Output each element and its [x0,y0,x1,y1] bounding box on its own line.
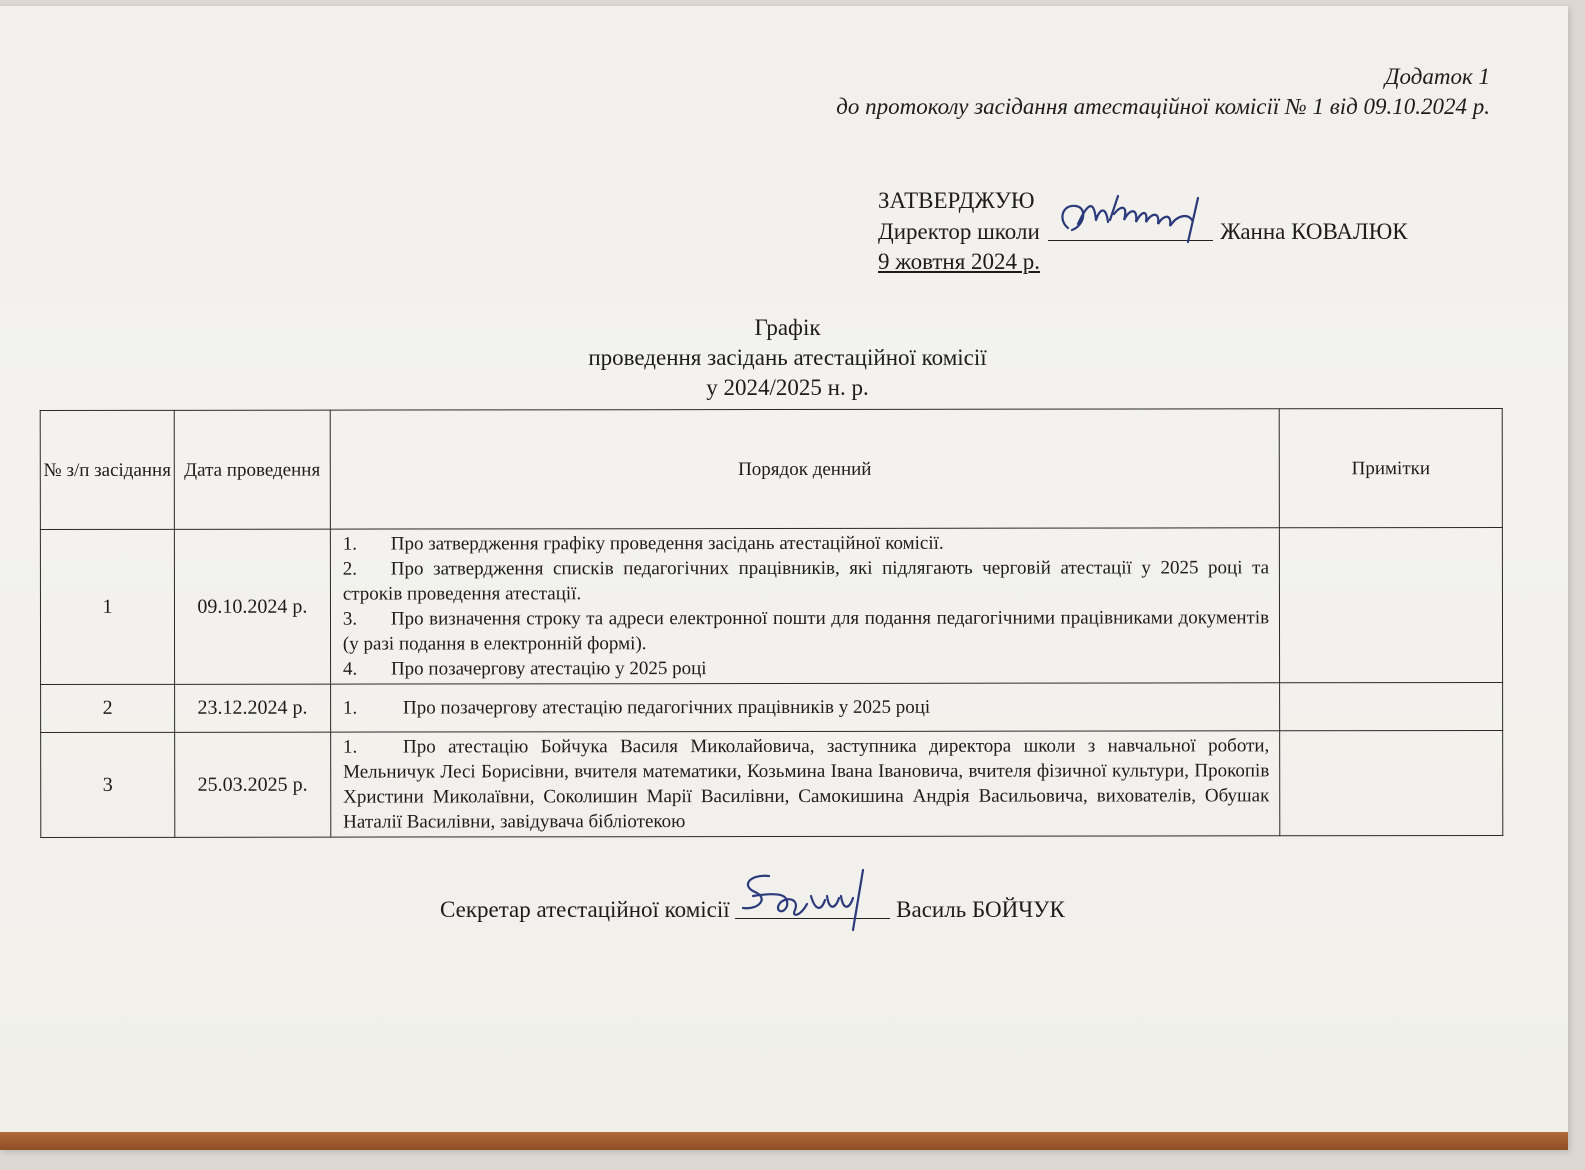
agenda-item-number: 3. [342,608,358,630]
row-agenda [331,731,1280,837]
row-date: 25.03.2025 р. [175,732,331,837]
agenda-item-number: 1. [342,533,358,555]
secretary-label: Секретар атестаційної комісії [440,897,730,922]
row-num: 2 [41,684,175,732]
table-header-row [40,408,1502,529]
table-surface-edge [0,1132,1568,1150]
director-name: Жанна КОВАЛЮК [1220,219,1408,244]
agenda-item-number: 2. [342,558,358,580]
secretary-signature [735,896,890,919]
agenda-item [343,694,1269,720]
director-label: Директор школи [878,219,1040,244]
row-notes [1280,730,1503,835]
approve-word: ЗАТВЕРДЖУЮ [878,188,1035,213]
annex-title: Додаток 1 [1384,64,1490,89]
row-num: 1 [40,529,174,684]
row-num: 3 [41,732,175,837]
row-notes [1280,682,1503,730]
agenda-item [343,655,1269,681]
table-row [40,527,1502,684]
heading-year: у 2024/2025 н. р. [706,375,869,400]
row-date: 23.12.2024 р. [175,684,331,732]
approval-block [878,186,1408,277]
annex-reference: до протоколу засідання атестаційної комісії № 1 від 09.10.2024 р. [836,94,1490,119]
secretary-name: Василь БОЙЧУК [896,897,1065,922]
row-date: 09.10.2024 р. [174,529,330,684]
agenda-item-text: Про визначення строку та адреси електронної пошти для подання педагогічними працівниками документів (у разі подання в електронній формі). [342,607,1270,655]
director-signature [1048,216,1213,241]
approval-date: 9 жовтня 2024 р. [878,249,1041,274]
table-row [41,682,1503,732]
header-num: № з/п засідання [40,410,174,529]
agenda-item [343,530,1269,556]
agenda-item [343,605,1269,656]
header-notes: Примітки [1279,408,1502,527]
agenda-item-number: 1. [342,697,358,719]
table-row [41,730,1503,837]
header-agenda: Порядок денний [330,409,1279,529]
director-signature-icon [1048,190,1218,246]
row-agenda [330,683,1279,732]
agenda-item-text: Про атестацію Бойчука Василя Миколайовича, заступника директора школи з навчальної роботи, Мельничук Лесі Борисівни, вчителя математики, Козьмина Івана Івановича, вчителя фізичної культури, Прокопів Христини Миколаївни, Соколишин Марії Василівни, Самокишина Андрія Васильовича, вихователів, Обушак Наталії Василівни, завідувача бібліотекою [343,735,1270,833]
heading-title: Графік [754,315,821,340]
agenda-item [343,733,1269,834]
agenda-item [343,555,1269,606]
document-page [0,6,1568,1150]
secretary-line [440,896,1065,923]
secretary-signature-icon [729,866,899,938]
row-notes [1279,527,1502,682]
document-heading [0,313,1575,403]
schedule-table [40,408,1504,838]
agenda-item-text: Про позачергову атестацію педагогічних працівників у 2025 році [402,696,931,719]
agenda-item-text: Про затвердження графіку проведення засідань атестаційної комісії. [390,532,944,555]
heading-subtitle: проведення засідань атестаційної комісії [588,345,987,370]
annex-note [836,62,1490,122]
agenda-item-text: Про затвердження списків педагогічних працівників, які підлягають черговій атестації у 2025 році та строків проведення атестації. [342,557,1270,605]
header-date: Дата проведення [174,410,330,529]
agenda-item-number: 4. [342,658,358,680]
agenda-item-number: 1. [343,736,358,758]
agenda-item-text: Про позачергову атестацію у 2025 році [390,658,707,680]
director-line [878,216,1408,247]
row-agenda [330,528,1279,684]
